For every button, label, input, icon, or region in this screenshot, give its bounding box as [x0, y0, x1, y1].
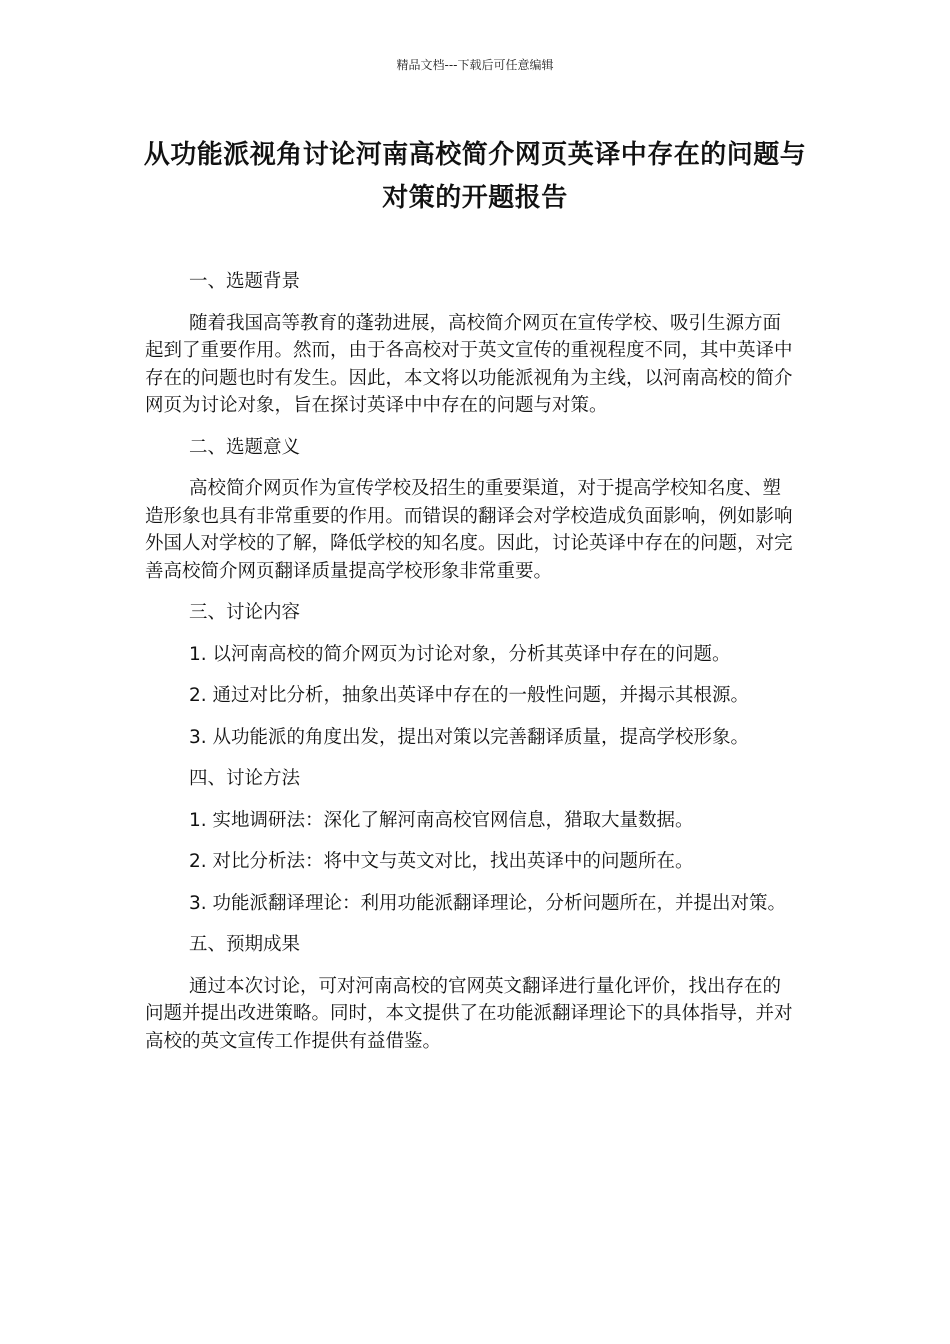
list-item: 3. 功能派翻译理论：利用功能派翻译理论，分析问题所在，并提出对策。 [189, 892, 787, 914]
section-heading: 一、选题背景 [189, 271, 301, 292]
section-paragraph: 随着我国高等教育的蓬勃进展，高校简介网页在宣传学校、吸引生源方面起到了重要作用。然而，由于各高校对于英文宣传的重视程度不同，其中英译中存在的问题也时有发生。因此，本文将以功能派视角为主线，以河南高校的简介网页为讨论对象，旨在探讨英译中中存在的问题与对策。 [145, 312, 793, 416]
section-paragraph: 高校简介网页作为宣传学校及招生的重要渠道，对于提高学校知名度、塑造形象也具有非常重要的作用。而错误的翻译会对学校造成负面影响，例如影响外国人对学校的了解，降低学校的知名度。因此，讨论英译中存在的问题，对完善高校简介网页翻译质量提高学校形象非常重要。 [145, 478, 793, 582]
section-heading: 四、讨论方法 [189, 768, 301, 789]
section-expected-results [145, 931, 795, 1055]
list-item: 1. 以河南高校的简介网页为讨论对象，分析其英译中存在的问题。 [189, 643, 731, 665]
list-item: 3. 从功能派的角度出发，提出对策以完善翻译质量，提高学校形象。 [189, 726, 750, 748]
section-heading: 二、选题意义 [189, 436, 301, 458]
list-item: 2. 通过对比分析，抽象出英译中存在的一般性问题，并揭示其根源。 [189, 685, 750, 706]
list-item: 2. 对比分析法：将中文与英文对比，找出英译中的问题所在。 [189, 851, 694, 872]
list-item: 1. 实地调研法：深化了解河南高校官网信息，猎取大量数据。 [189, 809, 694, 831]
section-paragraph: 通过本次讨论，可对河南高校的官网英文翻译进行量化评价，找出存在的问题并提出改进策略。同时，本文提供了在功能派翻译理论下的具体指导，并对高校的英文宣传工作提供有益借鉴。 [145, 975, 793, 1052]
section-heading: 三、讨论内容 [189, 602, 301, 623]
section-methods [145, 765, 795, 917]
section-heading: 五、预期成果 [189, 934, 301, 955]
section-significance [145, 434, 795, 586]
page-header-note: 精品文档---下载后可任意编辑 [396, 58, 554, 72]
document-title: 从功能派视角讨论河南高校简介网页英译中存在的问题与对策的开题报告 [143, 140, 807, 213]
section-background [145, 268, 795, 420]
section-content [145, 599, 795, 751]
document-body [145, 268, 795, 1069]
